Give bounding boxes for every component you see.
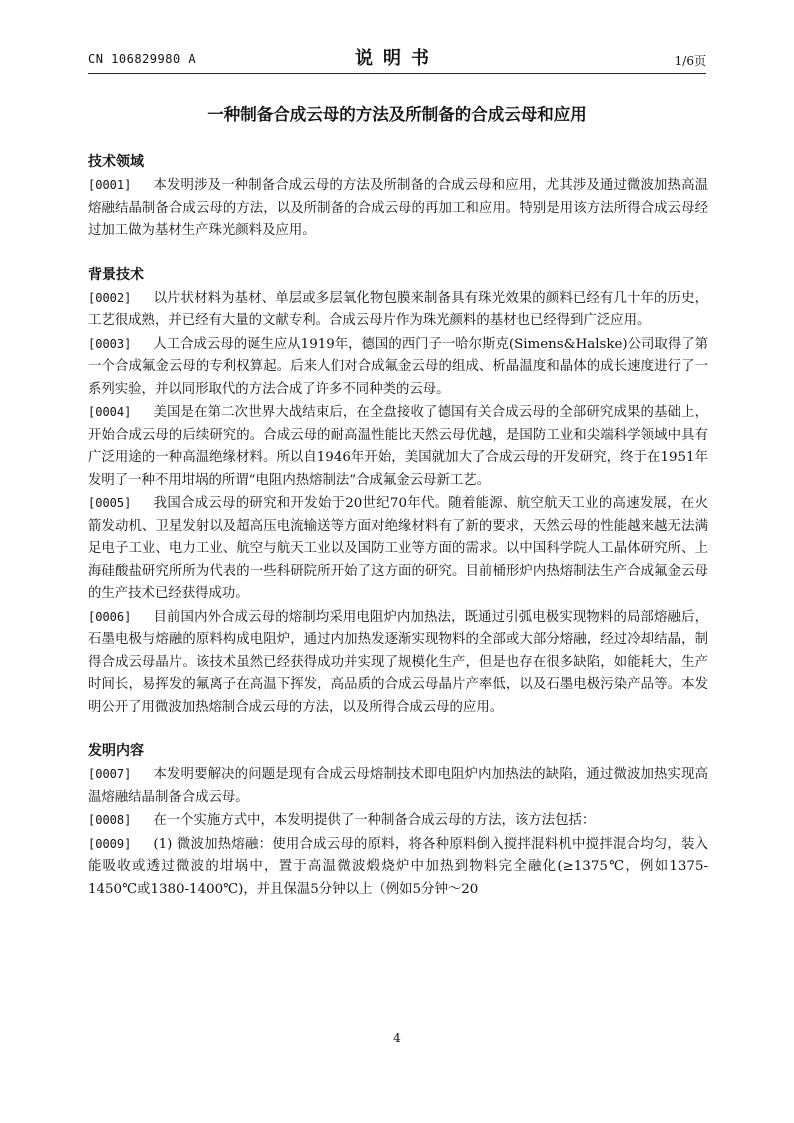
paragraph [88, 174, 708, 243]
paragraph-text: 人工合成云母的诞生应从1919年，德国的西门子一哈尔斯克(Simens&Halske)公司取得了第一个合成氟金云母的专利权算起。后来人们对合成氟金云母的组成、析晶温度和晶体的成长速度进行了一系列实验，并以同形取代的方法合成了许多不同种类的云母。 [88, 336, 708, 397]
section-technical-field [88, 150, 708, 243]
paragraph [88, 492, 708, 606]
section-heading: 技术领域 [88, 154, 144, 170]
paragraph-number: [0001] [88, 178, 132, 192]
paragraph-text: (1) 微波加热熔融：使用合成云母的原料，将各种原料倒入搅拌混料机中搅拌混合均匀，装入能吸收或透过微波的坩埚中，置于高温微波煅烧炉中加热到物料完全融化(≥1375℃，例如1375-1450℃或1380-1400℃)，并且保温5分钟以上（例如5分钟～20 [88, 836, 708, 897]
paragraph-number: [0005] [88, 496, 132, 510]
page-header [88, 44, 706, 74]
paragraph-number: [0004] [88, 405, 132, 419]
paragraph-text: 在一个实施方式中，本发明提供了一种制备合成云母的方法，该方法包括： [153, 813, 596, 828]
paragraph [88, 287, 708, 333]
paragraph-text: 目前国内外合成云母的熔制均采用电阻炉内加热法，既通过引弧电极实现物料的局部熔融后，石墨电极与熔融的原料构成电阻炉，通过内加热发逐渐实现物料的全部或大部分熔融，经过冷却结晶，制得合成云母晶片。该技术虽然已经获得成功并实现了规模化生产，但是也存在很多缺陷，如能耗大，生产时间长，易挥发的氟离子在高温下挥发，高品质的合成云母晶片产率低，以及石墨电极污染产品等。本发明公开了用微波加热熔制合成云母的方法，以及所得合成云母的应用。 [88, 609, 708, 715]
section-heading: 背景技术 [88, 266, 144, 283]
paragraph-text: 本发明要解决的问题是现有合成云母熔制技术即电阻炉内加热法的缺陷，通过微波加热实现高温熔融结晶制备合成云母。 [88, 767, 708, 805]
page-info: 1/6页 [674, 54, 706, 68]
paragraph-number: [0007] [88, 767, 132, 781]
section-heading: 发明内容 [88, 743, 144, 759]
paragraph-text: 我国合成云母的研究和开发始于20世纪70年代。随着能源、航空航天工业的高速发展，在火箭发动机、卫星发射以及超高压电流输送等方面对绝缘材料有了新的要求，天然云母的性能越来越无法满足电子工业、电力工业、航空与航天工业以及国防工业等方面的需求。以中国科学院人工晶体研究所、上海硅酸盐研究所所为代表的一些科研院所开始了这方面的研究。目前桶形炉内热熔制法生产合成氟金云母的生产技术已经获得成功。 [88, 496, 708, 601]
paragraph [88, 401, 708, 492]
paragraph-number: [0002] [88, 290, 132, 305]
document-body [88, 150, 708, 901]
paragraph-number: [0008] [88, 813, 132, 827]
header-divider [88, 73, 706, 74]
paragraph-text: 本发明涉及一种制备合成云母的方法及所制备的合成云母和应用，尤其涉及通过微波加热高温熔融结晶制备合成云母的方法，以及所制备的合成云母的再加工和应用。特别是用该方法所得合成云母经过加工做为基材生产珠光颜料及应用。 [88, 178, 708, 238]
paragraph-text: 以片状材料为基材、单层或多层氧化物包膜来制备具有珠光效果的颜料已经有几十年的历史，工艺很成熟，并已经有大量的文献专利。合成云母片作为珠光颜料的基材也已经得到广泛应用。 [88, 290, 708, 328]
paragraph-number: [0006] [88, 609, 132, 624]
section-summary [88, 739, 708, 901]
paragraph-text: 美国是在第二次世界大战结束后，在全盘接收了德国有关合成云母的全部研究成果的基础上，开始合成云母的后续研究的。合成云母的耐高温性能比天然云母优越，是国防工业和尖端科学领域中具有广泛用途的一种高温绝缘材料。所以自1946年开始，美国就加大了合成云母的开发研究，终于在1951年发明了一种不用坩埚的所谓“电阻内热熔制法”合成氟金云母新工艺。 [88, 405, 708, 488]
section-title: 说明书 [355, 48, 439, 69]
paragraph [88, 333, 708, 402]
paragraph [88, 763, 708, 809]
document-title: 一种制备合成云母的方法及所制备的合成云母和应用 [207, 105, 587, 124]
paragraph-number: [0003] [88, 336, 132, 351]
paragraph-number: [0009] [88, 836, 132, 851]
paragraph [88, 606, 708, 720]
paragraph [88, 809, 708, 833]
page-number: 4 [393, 1031, 401, 1045]
doc-number: CN 106829980 A [88, 52, 197, 66]
section-background [88, 263, 708, 720]
paragraph [88, 833, 708, 902]
